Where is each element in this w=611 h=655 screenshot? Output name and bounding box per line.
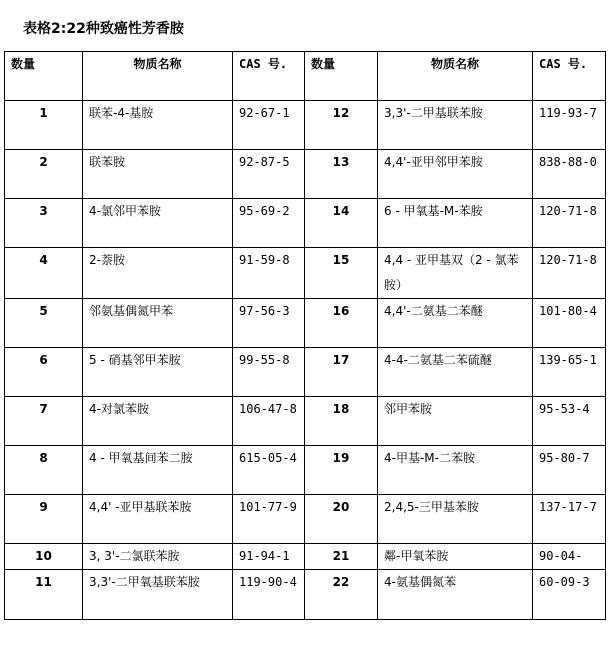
header-cas: CAS 号. — [233, 52, 305, 101]
carcinogenic-amines-table — [4, 51, 606, 620]
row-cas-2: 90-04- — [533, 544, 606, 570]
row-cas: 92-67-1 — [233, 101, 305, 150]
row-num-2: 13 — [305, 150, 378, 199]
row-name: 联苯胺 — [83, 150, 233, 199]
row-cas-2: 101-80-4 — [533, 299, 606, 348]
row-name: 联苯-4-基胺 — [83, 101, 233, 150]
table-row — [5, 299, 606, 348]
row-num: 6 — [5, 348, 83, 397]
row-cas: 97-56-3 — [233, 299, 305, 348]
row-name-2: 4,4'-亚甲邻甲苯胺 — [378, 150, 533, 199]
row-name: 4,4' -亚甲基联苯胺 — [83, 495, 233, 544]
row-name-2: 4-4-二氨基二苯硫醚 — [378, 348, 533, 397]
row-num-2: 20 — [305, 495, 378, 544]
row-name: 邻氨基偶氮甲苯 — [83, 299, 233, 348]
header-row — [5, 52, 606, 101]
row-cas: 101-77-9 — [233, 495, 305, 544]
row-num-2: 16 — [305, 299, 378, 348]
row-cas: 615-05-4 — [233, 446, 305, 495]
header-cas-2: CAS 号. — [533, 52, 606, 101]
row-name: 4-氯邻甲苯胺 — [83, 199, 233, 248]
row-cas-2: 838-88-0 — [533, 150, 606, 199]
header-name-2: 物质名称 — [378, 52, 533, 101]
row-cas-2: 137-17-7 — [533, 495, 606, 544]
row-cas-2: 95-80-7 — [533, 446, 606, 495]
row-name-2: 3,3'-二甲基联苯胺 — [378, 101, 533, 150]
row-name: 2-萘胺 — [83, 248, 233, 299]
row-num: 7 — [5, 397, 83, 446]
row-name-2: 4,4'-二氨基二苯醚 — [378, 299, 533, 348]
row-num: 4 — [5, 248, 83, 299]
table-row — [5, 101, 606, 150]
row-cas-2: 139-65-1 — [533, 348, 606, 397]
table-row — [5, 348, 606, 397]
row-name-2: 邻甲苯胺 — [378, 397, 533, 446]
row-num-2: 22 — [305, 570, 378, 620]
row-cas: 95-69-2 — [233, 199, 305, 248]
row-name-2: 4,4 - 亚甲基双（2 - 氯苯胺） — [378, 248, 533, 299]
row-name-2: 6 - 甲氧基-M-苯胺 — [378, 199, 533, 248]
table-title: 表格2:22种致癌性芳香胺 — [23, 21, 184, 37]
row-num: 9 — [5, 495, 83, 544]
row-cas-2: 95-53-4 — [533, 397, 606, 446]
row-name-2: 4-甲基-M-二苯胺 — [378, 446, 533, 495]
table-row — [5, 544, 606, 570]
row-num: 3 — [5, 199, 83, 248]
row-cas: 91-59-8 — [233, 248, 305, 299]
row-num: 11 — [5, 570, 83, 620]
row-num: 1 — [5, 101, 83, 150]
row-name: 4 - 甲氧基间苯二胺 — [83, 446, 233, 495]
row-cas-2: 120-71-8 — [533, 199, 606, 248]
row-num-2: 18 — [305, 397, 378, 446]
row-cas-2: 120-71-8 — [533, 248, 606, 299]
row-name-2: 2,4,5-三甲基苯胺 — [378, 495, 533, 544]
row-num-2: 19 — [305, 446, 378, 495]
table-row — [5, 570, 606, 620]
row-num-2: 14 — [305, 199, 378, 248]
row-num: 8 — [5, 446, 83, 495]
table-row — [5, 446, 606, 495]
row-cas: 99-55-8 — [233, 348, 305, 397]
header-name: 物质名称 — [83, 52, 233, 101]
row-num: 5 — [5, 299, 83, 348]
header-num: 数量 — [5, 52, 83, 101]
row-cas-2: 60-09-3 — [533, 570, 606, 620]
row-num: 10 — [5, 544, 83, 570]
table-row — [5, 495, 606, 544]
row-num-2: 21 — [305, 544, 378, 570]
row-num: 2 — [5, 150, 83, 199]
row-name: 3, 3'-二氯联苯胺 — [83, 544, 233, 570]
row-num-2: 15 — [305, 248, 378, 299]
header-num-2: 数量 — [305, 52, 378, 101]
row-cas: 106-47-8 — [233, 397, 305, 446]
table-row — [5, 150, 606, 199]
row-num-2: 12 — [305, 101, 378, 150]
table-row — [5, 199, 606, 248]
table-row — [5, 397, 606, 446]
row-cas: 92-87-5 — [233, 150, 305, 199]
table-row — [5, 248, 606, 299]
row-name: 5 - 硝基邻甲苯胺 — [83, 348, 233, 397]
row-cas: 119-90-4 — [233, 570, 305, 620]
row-cas-2: 119-93-7 — [533, 101, 606, 150]
row-cas: 91-94-1 — [233, 544, 305, 570]
row-name: 4-对氯苯胺 — [83, 397, 233, 446]
row-num-2: 17 — [305, 348, 378, 397]
row-name: 3,3'-二甲氧基联苯胺 — [83, 570, 233, 620]
row-name-2: 4-氨基偶氮苯 — [378, 570, 533, 620]
row-name-2: 鄰-甲氧苯胺 — [378, 544, 533, 570]
